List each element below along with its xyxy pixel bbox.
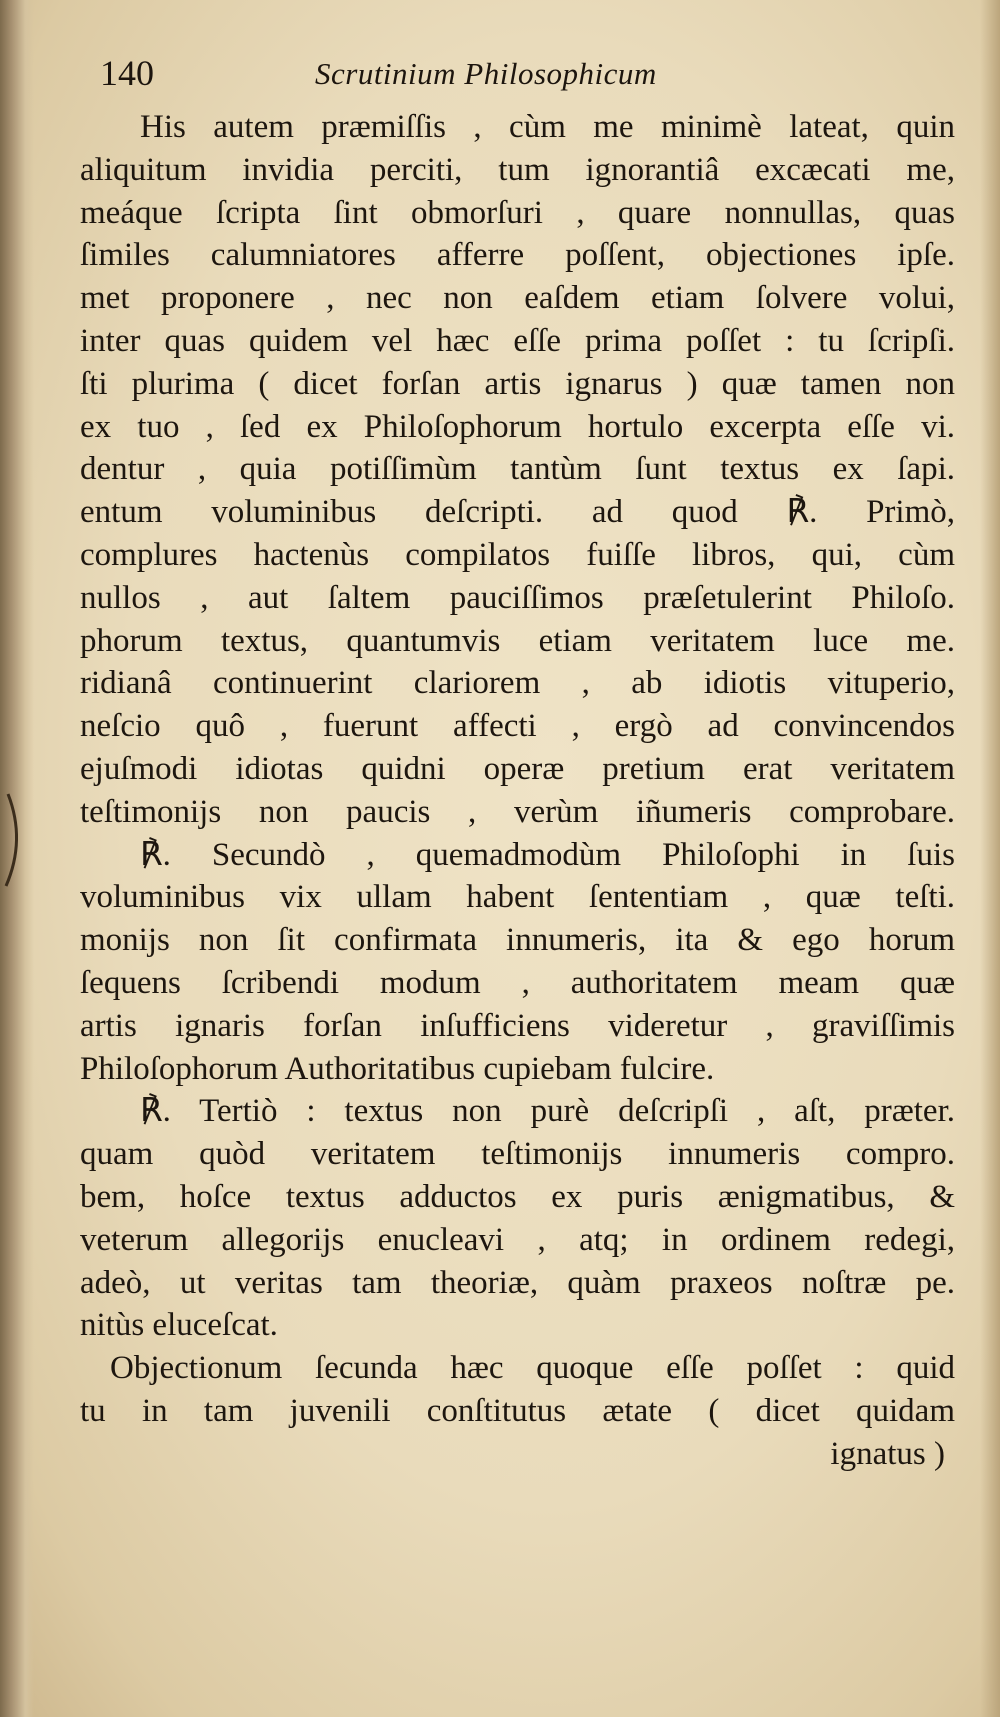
text-line: complures hactenùs compilatos fuiſſe libros, qui, cùm — [80, 536, 955, 573]
text-line: adeò, ut veritas tam theoriæ, quàm praxeos noſtræ pe. — [80, 1264, 955, 1301]
text-line: aliquitum invidia perciti, tum ignorantiâ excæcati me, — [80, 151, 955, 188]
text-line: artis ignaris forſan inſufficiens videretur , graviſſimis — [80, 1007, 955, 1044]
page-number: 140 — [100, 53, 154, 93]
text-line: teſtimonijs non paucis , verùm iñumeris comprobare. — [80, 793, 955, 830]
text-line: met proponere , nec non eaſdem etiam ſolvere volui, — [80, 280, 955, 317]
text-line: tu in tam juvenili conſtitutus ætate ( dicet quidam — [80, 1392, 955, 1429]
text-line: dentur , quia potiſſimùm tantùm ſunt textus ex ſapi. — [80, 451, 955, 488]
text-line: ridianâ continuerint clariorem , ab idiotis vituperio, — [80, 665, 955, 702]
page-edge-shadow — [980, 0, 1000, 1717]
text-line: quam quòd veritatem teſtimonijs innumeris compro. — [80, 1136, 955, 1173]
text-line: ſimiles calumniatores afferre poſſent, objectiones ipſe. — [80, 237, 955, 274]
text-line: veterum allegorijs enucleavi , atq; in ordinem redegi, — [80, 1221, 955, 1258]
catchword: ignatus ) — [830, 1435, 945, 1472]
text-line: bem, hoſce textus adductos ex puris ænigmatibus, & — [80, 1178, 955, 1215]
text-line: ℟. Secundò , quemadmodùm Philoſophi in ſuis — [140, 836, 955, 873]
text-line: nitùs eluceſcat. — [80, 1307, 278, 1344]
text-line: inter quas quidem vel hæc eſſe prima poſſet : tu ſcripſi. — [80, 322, 955, 359]
text-line: Philoſophorum Authoritatibus cupiebam fulcire. — [80, 1050, 715, 1087]
text-line: His autem præmiſſis , cùm me minimè lateat, quin — [140, 109, 955, 145]
text-line: monijs non ſit confirmata innumeris, ita & ego horum — [80, 922, 955, 959]
page-header — [100, 52, 960, 102]
text-line: voluminibus vix ullam habent ſententiam , quæ teſti. — [80, 879, 955, 916]
binding-thread-mark — [2, 790, 28, 890]
text-line: entum voluminibus deſcripti. ad quod ℟. Primò, — [80, 494, 955, 531]
text-line: ſequens ſcribendi modum , authoritatem meam quæ — [80, 964, 955, 1001]
text-line: ejuſmodi idiotas quidni operæ pretium erat veritatem — [80, 750, 955, 787]
text-line: nullos , aut ſaltem pauciſſimos præſetulerint Philoſo. — [80, 579, 955, 616]
text-line: meáque ſcripta ſint obmorſuri , quare nonnullas, quas — [80, 194, 955, 231]
text-line: ℟. Tertiò : textus non purè deſcripſi , aſt, præter. — [140, 1093, 955, 1130]
running-head: Scrutinium Philosophicum — [315, 56, 657, 91]
body-text — [80, 106, 955, 1476]
text-line: phorum textus, quantumvis etiam veritatem luce me. — [80, 622, 955, 659]
text-line: ſti plurima ( dicet forſan artis ignarus ) quæ tamen non — [80, 365, 955, 402]
text-line: Objectionum ſecunda hæc quoque eſſe poſſet : quid — [110, 1350, 955, 1387]
text-line: neſcio quô , fuerunt affecti , ergò ad convincendos — [80, 708, 955, 745]
text-line: ex tuo , ſed ex Philoſophorum hortulo excerpta eſſe vi. — [80, 408, 955, 445]
